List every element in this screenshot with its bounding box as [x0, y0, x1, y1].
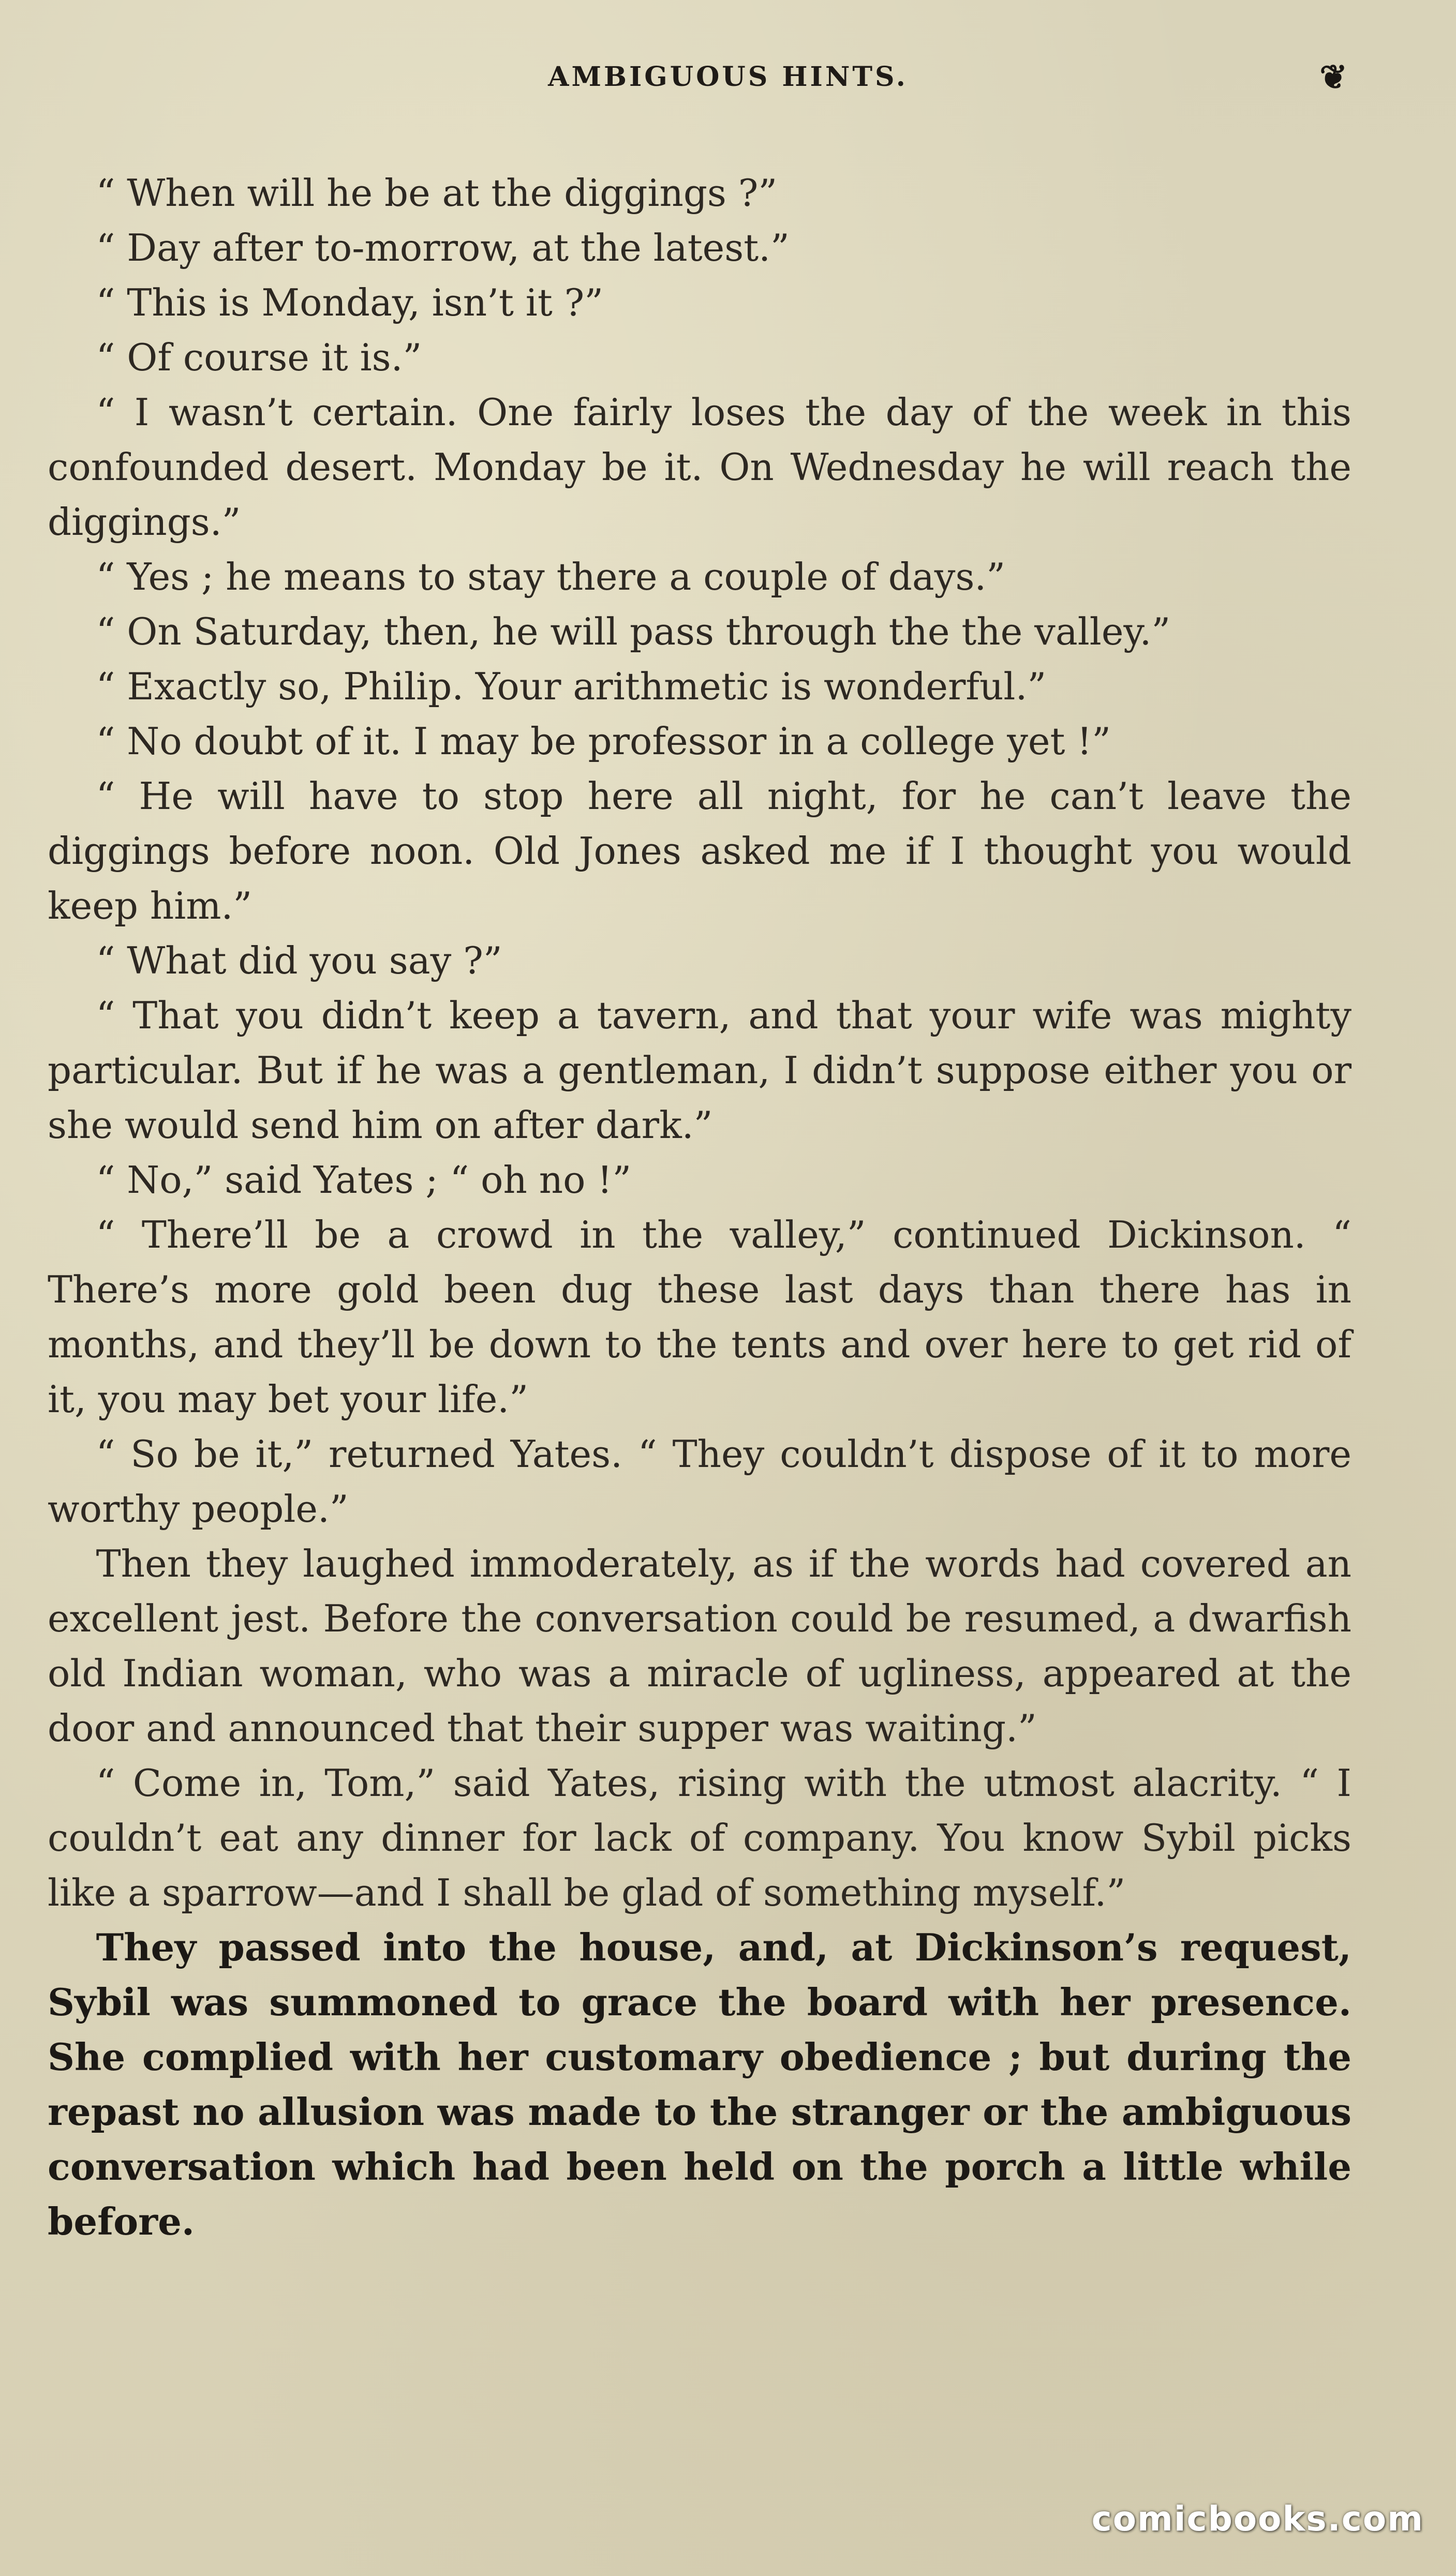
page-body	[48, 166, 1351, 2249]
paragraph: “ Come in, Tom,” said Yates, rising with the utmost alacrity. “ I couldn’t eat any dinner for lack of company. You know Sybil picks like a sparrow—and I shall be glad of something myself.”	[48, 1761, 1351, 1914]
paragraph: “ Exactly so, Philip. Your arithmetic is wonderful.”	[96, 665, 1047, 708]
paragraph: “ So be it,” returned Yates. “ They couldn’t dispose of it to more worthy people.”	[48, 1432, 1351, 1531]
paragraph: “ Day after to-morrow, at the latest.”	[96, 226, 790, 269]
paragraph: They passed into the house, and, at Dickinson’s request, Sybil was summoned to grace the board with her presence. She complied with her customary obedience ; but during the repast no allusion was made to the stranger or the ambiguous conversation which had been held on the porch a little while before.	[48, 1925, 1351, 2243]
running-title: AMBIGUOUS HINTS.	[548, 61, 908, 93]
watermark: comicbooks.com	[1091, 2499, 1424, 2539]
paragraph: “ When will he be at the diggings ?”	[96, 171, 778, 215]
paragraph: “ What did you say ?”	[96, 939, 502, 982]
paragraph: “ Of course it is.”	[96, 336, 422, 379]
page-ornament-icon: ❦	[1319, 58, 1347, 97]
paragraph: “ That you didn’t keep a tavern, and that your wife was mighty particular. But if he was a gentleman, I didn’t suppose either you or she would send him on after dark.”	[48, 994, 1351, 1147]
paragraph: “ No,” said Yates ; “ oh no !”	[96, 1158, 632, 1202]
paragraph: “ On Saturday, then, he will pass through the the valley.”	[96, 610, 1171, 653]
paragraph: “ No doubt of it. I may be professor in a college yet !”	[96, 720, 1111, 763]
paragraph: “ He will have to stop here all night, for he can’t leave the diggings before noon. Old Jones asked me if I thought you would keep him.”	[48, 774, 1351, 927]
paragraph: “ There’ll be a crowd in the valley,” continued Dickinson. “ There’s more gold been dug these last days than there has in months, and they’ll be down to the tents and over here to get rid of it, you may bet your life.”	[48, 1213, 1351, 1421]
paragraph: “ I wasn’t certain. One fairly loses the day of the week in this confounded desert. Monday be it. On Wednesday he will reach the diggings.”	[48, 391, 1351, 544]
paragraph: “ Yes ; he means to stay there a couple of days.”	[96, 555, 1006, 598]
paragraph: “ This is Monday, isn’t it ?”	[96, 281, 604, 324]
paragraph: Then they laughed immoderately, as if the words had covered an excellent jest. Before the conversation could be resumed, a dwarfish old Indian woman, who was a miracle of ugliness, appeared at the door and announced that their supper was waiting.”	[48, 1542, 1351, 1750]
